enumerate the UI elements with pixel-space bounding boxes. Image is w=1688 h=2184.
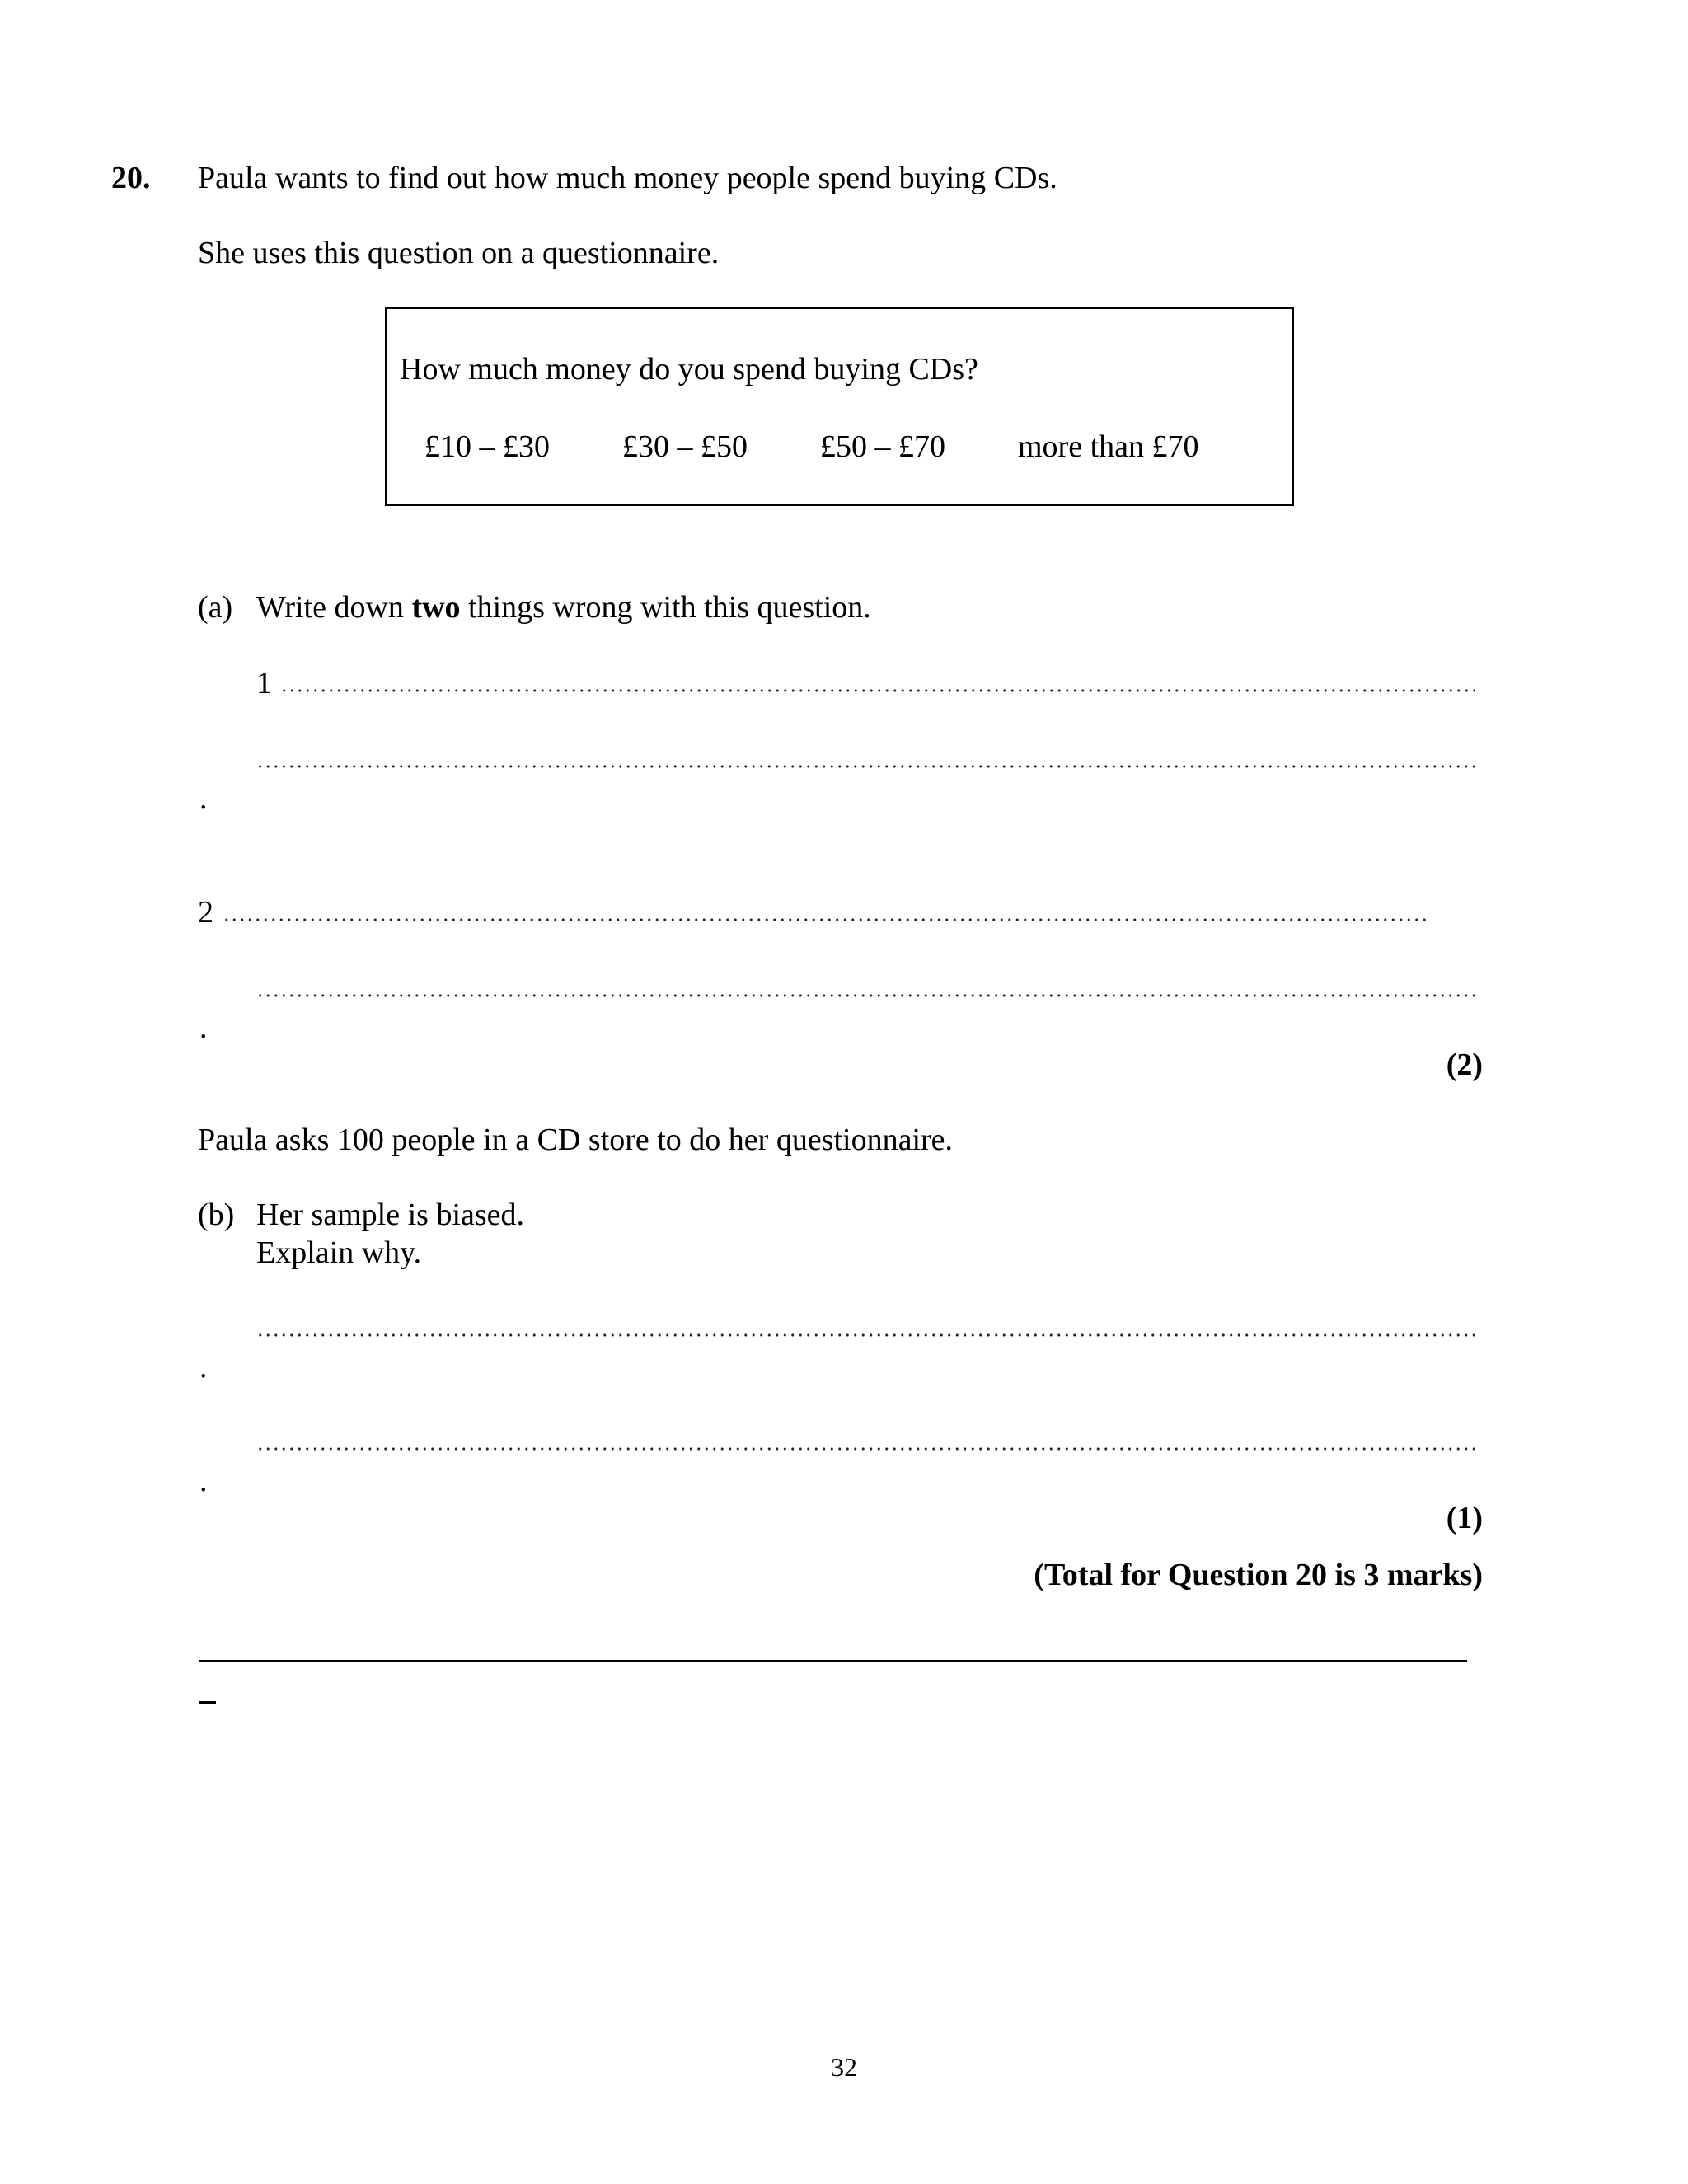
part-a-prompt — [256, 592, 871, 623]
stray-dot: . — [199, 781, 208, 816]
part-b-line-1: Her sample is biased. — [256, 1197, 525, 1232]
part-a-marks: (2) — [1446, 1047, 1483, 1082]
option-30-50: £30 – £50 — [622, 429, 748, 464]
answer-2-line-1[interactable] — [223, 918, 1426, 921]
short-dash-rule — [199, 1701, 216, 1704]
question-uses-text: She uses this question on a questionnaire. — [198, 236, 720, 270]
part-b-label: (b) — [198, 1197, 235, 1232]
questionnaire-box — [385, 307, 1294, 506]
total-marks: (Total for Question 20 is 3 marks) — [1034, 1558, 1483, 1592]
answer-b-line-2[interactable] — [256, 1447, 1475, 1451]
part-a-prompt-end: things wrong with this question. — [460, 590, 871, 625]
question-end-rule — [199, 1660, 1467, 1662]
answer-2-line-2[interactable] — [256, 994, 1475, 997]
answer-1-line-2[interactable] — [256, 765, 1475, 768]
option-50-70: £50 – £70 — [820, 429, 945, 464]
option-more-than-70: more than £70 — [1018, 429, 1199, 464]
part-a-prompt-start: Write down — [256, 590, 412, 625]
question-intro: Paula wants to find out how much money people spend buying CDs. — [198, 161, 1057, 195]
answer-1-line-1[interactable] — [280, 689, 1475, 692]
part-a-label: (a) — [198, 590, 233, 625]
stray-dot: . — [199, 1350, 208, 1385]
stray-dot: . — [199, 1010, 208, 1045]
answer-2-number: 2 — [198, 895, 213, 930]
part-b-marks: (1) — [1446, 1501, 1483, 1535]
question-number: 20. — [111, 161, 151, 195]
context-text: Paula asks 100 people in a CD store to do her questionnaire. — [198, 1122, 954, 1157]
page-number: 32 — [831, 2052, 857, 2082]
answer-b-line-1[interactable] — [256, 1333, 1475, 1337]
answer-1-number: 1 — [256, 666, 272, 701]
option-10-30: £10 – £30 — [424, 429, 550, 464]
part-b-line-2: Explain why. — [256, 1235, 422, 1270]
questionnaire-question: How much money do you spend buying CDs? — [400, 352, 978, 387]
part-a-prompt-bold: two — [411, 590, 461, 625]
stray-dot: . — [199, 1464, 208, 1498]
